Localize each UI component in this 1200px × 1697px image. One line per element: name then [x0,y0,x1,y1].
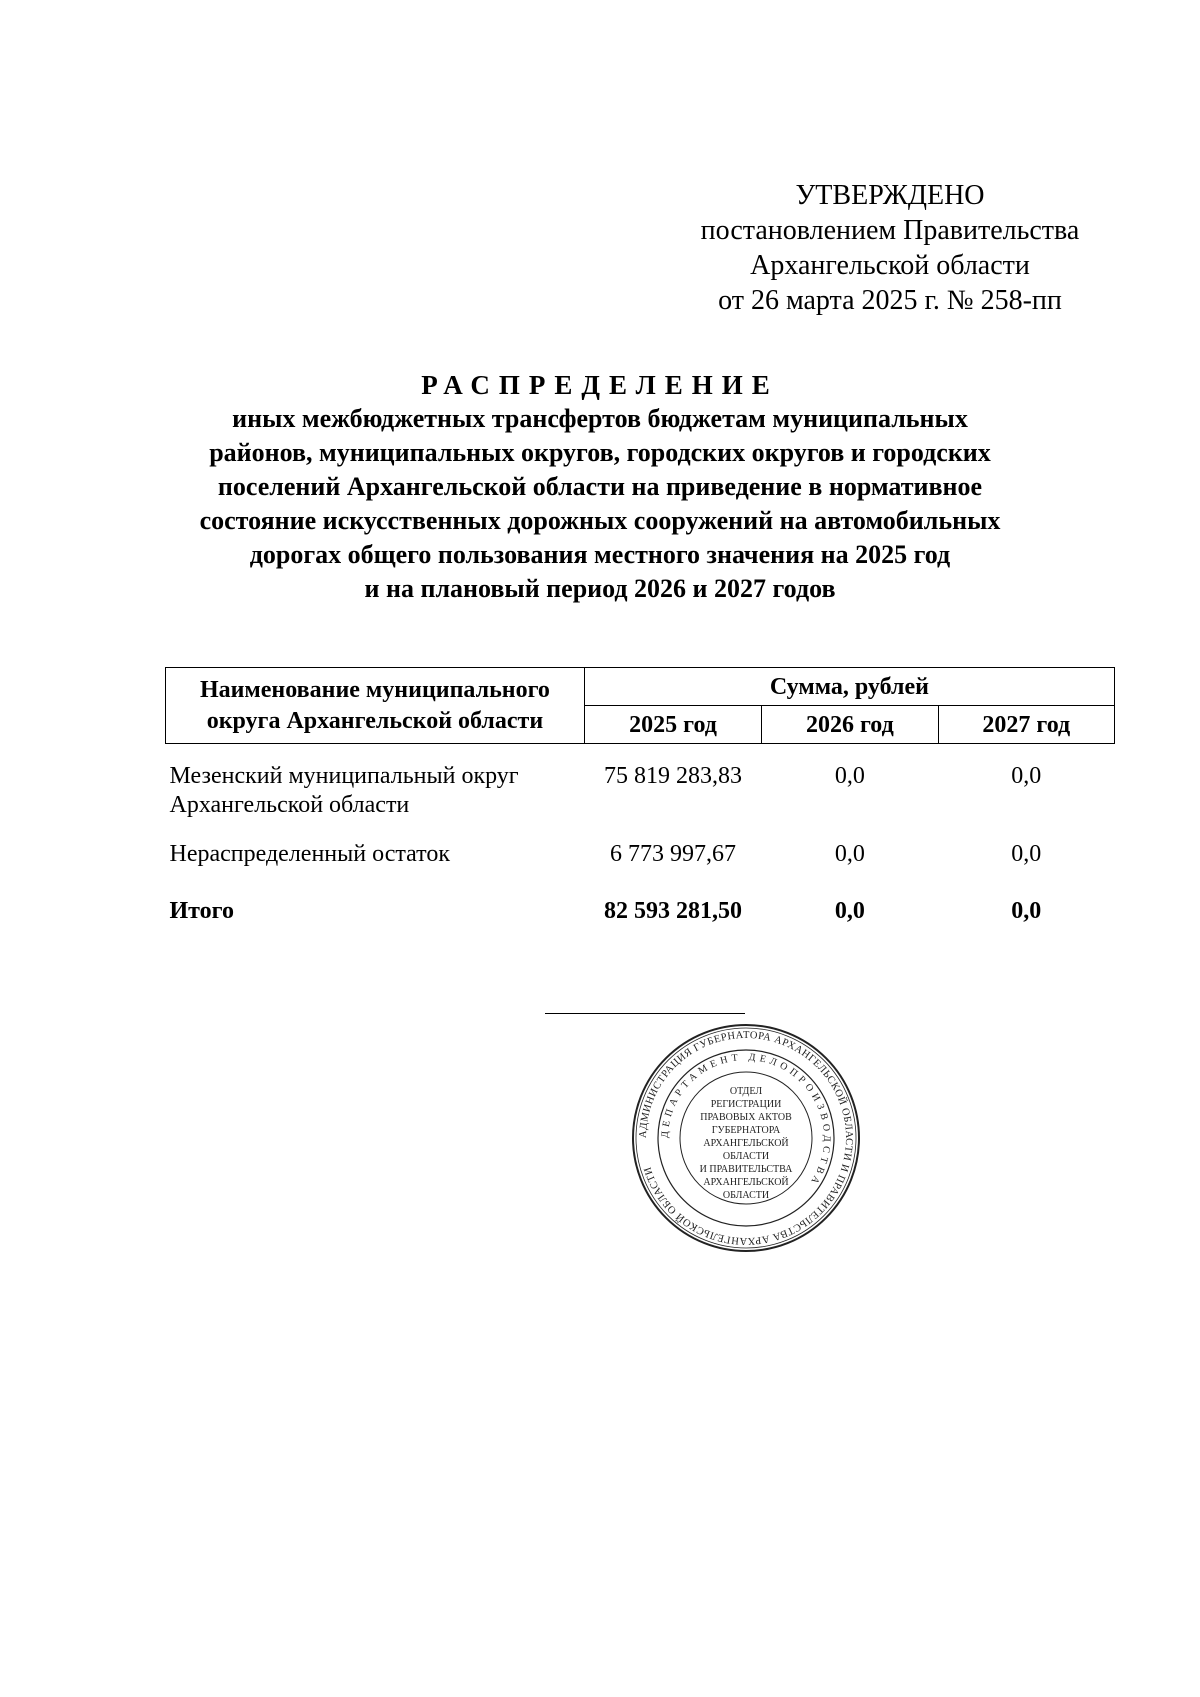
row-name-line2: Архангельской области [169,792,410,818]
row-name-line1: Мезенский муниципальный округ [169,763,519,789]
svg-text:ПРАВОВЫХ АКТОВ: ПРАВОВЫХ АКТОВ [700,1112,792,1123]
table-total-row [166,883,1115,926]
svg-text:ОБЛАСТИ: ОБЛАСТИ [722,1190,770,1201]
header-municipality-line1: Наименование муниципального [199,676,550,703]
seal-center-text [700,1086,794,1201]
row-value-2026: 0,0 [834,841,865,867]
header-year-2026: 2026 год [762,706,938,744]
row-value-2027: 0,0 [1011,763,1042,789]
total-label: Итого [169,898,234,924]
row-name [166,756,585,834]
approval-authority: постановлением Правительства [700,215,1080,246]
title-subtitle-line: состояние искусственных дорожных сооружений на автомобильных [199,506,1001,535]
signature-line [545,1013,745,1014]
title-subtitle-line: иных межбюджетных трансфертов бюджетам муниципальных [232,404,968,433]
seal-inner-ring-text: ДЕПАРТАМЕНТ ДЕЛОПРОИЗВОДСТВА [659,1051,833,1189]
header-municipality-line2: округа Архангельской области [206,707,544,734]
row-value-2027: 0,0 [1011,841,1042,867]
row-value-2025: 6 773 997,67 [610,841,737,867]
svg-text:РЕГИСТРАЦИИ: РЕГИСТРАЦИИ [710,1099,782,1110]
svg-text:И ПРАВИТЕЛЬСТВА: И ПРАВИТЕЛЬСТВА [699,1164,793,1175]
table-header-row [166,668,1115,706]
document-title [130,368,1070,606]
svg-text:ОБЛАСТИ: ОБЛАСТИ [722,1151,770,1162]
svg-text:ГУБЕРНАТОРА: ГУБЕРНАТОРА [711,1125,781,1136]
title-subtitle-line: районов, муниципальных округов, городских округов и городских [209,438,991,467]
title-subtitle-line: дорогах общего пользования местного значения на 2025 год [249,540,951,569]
header-sum: Сумма, рублей [584,668,1114,706]
official-seal [630,1022,862,1254]
row-value-2026: 0,0 [834,763,865,789]
header-year-2027: 2027 год [938,706,1114,744]
header-year-2025: 2025 год [584,706,761,744]
approval-block [680,178,1100,318]
title-subtitle-line: и на плановый период 2026 и 2027 годов [364,574,836,603]
svg-text:АРХАНГЕЛЬСКОЙ: АРХАНГЕЛЬСКОЙ [703,1138,789,1149]
row-name: Нераспределенный остаток [169,841,451,867]
distribution-table [165,667,1115,926]
seal-outer-text: АДМИНИСТРАЦИЯ ГУБЕРНАТОРА АРХАНГЕЛЬСКОЙ ОБЛАСТИ И ПРАВИТЕЛЬСТВА АРХАНГЕЛЬСКОЙ ОБЛАСТИ [637,1029,855,1247]
title-heading: РАСПРЕДЕЛЕНИЕ [421,370,779,400]
header-municipality [166,668,585,744]
seal-graphic [630,1022,862,1254]
title-subtitle-line: поселений Архангельской области на приведение в нормативное [217,472,983,501]
total-value-2025: 82 593 281,50 [604,898,743,924]
total-value-2026: 0,0 [834,898,865,924]
total-value-2027: 0,0 [1011,898,1042,924]
svg-text:АРХАНГЕЛЬСКОЙ: АРХАНГЕЛЬСКОЙ [703,1177,789,1188]
approval-heading: УТВЕРЖДЕНО [795,180,985,211]
approval-region: Архангельской области [750,250,1030,281]
table-row [166,834,1115,883]
table-row [166,756,1115,834]
svg-text:ОТДЕЛ: ОТДЕЛ [729,1086,763,1097]
approval-date-number: от 26 марта 2025 г. № 258-пп [718,285,1062,316]
row-value-2025: 75 819 283,83 [604,763,743,789]
